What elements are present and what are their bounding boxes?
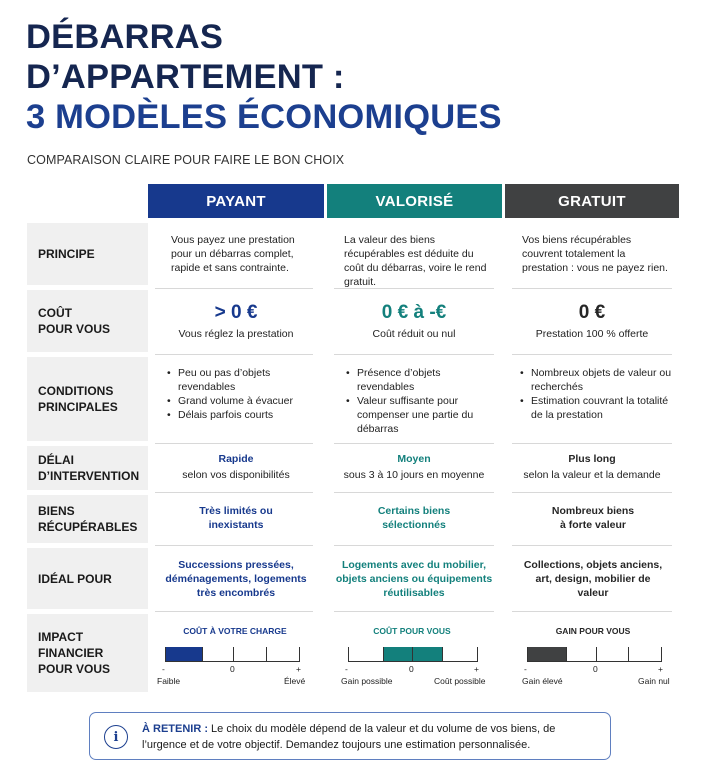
gauge-minus: - — [162, 664, 165, 674]
list-item: • Peu ou pas d’objets revendables — [167, 366, 317, 394]
row-label-biens: BIENS RÉCUPÉRABLES — [38, 504, 138, 534]
title-line-2: D’APPARTEMENT : — [26, 58, 345, 96]
row-label-conditions: CONDITIONS PRINCIPALES — [38, 384, 118, 414]
separator — [512, 354, 672, 355]
gauge-tick — [661, 647, 662, 662]
row-label-cout: COÛT POUR VOUS — [38, 306, 111, 336]
column-header-payant: PAYANT — [148, 184, 324, 218]
gauge-axis-valorise — [348, 661, 478, 662]
gauge-minus: - — [345, 664, 348, 674]
column-header-valorise: VALORISÉ — [327, 184, 502, 218]
separator — [512, 611, 672, 612]
cell-principe-payant: Vous payez une prestation pour un débarras complet, rapide et sans contrainte. — [171, 234, 295, 274]
delai-sub-valorise: sous 3 à 10 jours en moyenne — [343, 469, 485, 481]
gauge-tick — [477, 647, 478, 662]
gauge-minus: - — [524, 664, 527, 674]
delai-sub-gratuit: selon la valeur et la demande — [523, 469, 661, 481]
cell-ideal-gratuit: Collections, objets anciens, art, design, mobilier de valeur — [523, 559, 663, 599]
page-subtitle: COMPARAISON CLAIRE POUR FAIRE LE BON CHOIX — [27, 153, 345, 167]
separator — [334, 492, 494, 493]
cell-biens-valorise: Certains biens sélectionnés — [377, 505, 451, 531]
list-item: • Nombreux objets de valeur ou recherchés — [520, 366, 672, 394]
separator — [334, 354, 494, 355]
gauge-right-label: Gain nul — [638, 676, 670, 686]
cost-caption-valorise: Coût réduit ou nul — [372, 328, 456, 340]
separator — [334, 443, 494, 444]
gauge-left-label: Gain possible — [341, 676, 393, 686]
separator — [155, 492, 313, 493]
cell-delai-payant — [150, 452, 322, 482]
delai-sub-payant: selon vos disponibilités — [182, 469, 290, 481]
row-label-principe: PRINCIPE — [38, 247, 95, 261]
gauge-tick — [383, 647, 384, 662]
list-item: • Estimation couvrant la totalité de la prestation — [520, 394, 672, 422]
cell-cout-gratuit — [506, 302, 678, 341]
info-icon: i — [104, 725, 128, 749]
cell-conditions-valorise — [346, 366, 496, 436]
gauge-zero: 0 — [409, 664, 414, 674]
title-line-1: DÉBARRAS — [26, 18, 224, 56]
gauge-tick — [412, 647, 413, 662]
gauge-right-label: Coût possible — [434, 676, 486, 686]
cost-caption-payant: Vous réglez la prestation — [178, 328, 294, 340]
gauge-tick — [596, 647, 597, 662]
gauge-tick — [233, 647, 234, 662]
note-lead: À RETENIR : — [142, 723, 208, 735]
separator — [155, 443, 313, 444]
cost-value-gratuit: 0 € — [578, 302, 606, 323]
note-body: Le choix du modèle dépend de la valeur et du volume de vos biens, de l’urgence et de votre objectif. Demandez toujours une estimation personnalisée. — [142, 723, 556, 751]
cell-ideal-payant: Successions pressées, déménagements, logements très encombrés — [165, 559, 307, 599]
separator — [155, 545, 313, 546]
gauge-tick — [202, 647, 203, 662]
list-item: • Délais parfois courts — [167, 408, 317, 422]
cell-principe-valorise: La valeur des biens récupérables est déduite du coût du débarras, voire le rend gratuit. — [344, 234, 487, 288]
cell-biens-gratuit: Nombreux biens à forte valeur — [551, 505, 635, 531]
gauge-plus: + — [474, 664, 479, 674]
gauge-title-valorise: COÛT POUR VOUS — [373, 626, 451, 636]
gauge-tick — [442, 647, 443, 662]
separator — [512, 545, 672, 546]
gauge-fill-payant — [165, 647, 202, 661]
cell-ideal-valorise: Logements avec du mobilier, objets anciens ou équipements réutilisables — [335, 559, 493, 599]
separator — [512, 492, 672, 493]
separator — [334, 611, 494, 612]
column-header-gratuit: GRATUIT — [505, 184, 679, 218]
gauge-title-payant: COÛT À VOTRE CHARGE — [183, 626, 287, 636]
gauge-tick — [299, 647, 300, 662]
separator — [512, 288, 672, 289]
gauge-zero: 0 — [593, 664, 598, 674]
title-line-3: 3 MODÈLES ÉCONOMIQUES — [26, 98, 502, 136]
separator — [155, 354, 313, 355]
row-label-ideal: IDÉAL POUR — [38, 571, 112, 586]
gauge-plus: + — [658, 664, 663, 674]
cost-caption-gratuit: Prestation 100 % offerte — [535, 328, 649, 340]
separator — [155, 611, 313, 612]
cost-value-valorise: 0 € à -€ — [381, 302, 447, 323]
gauge-right-label: Élevé — [284, 676, 306, 686]
gauge-tick — [348, 647, 349, 662]
list-item: • Valeur suffisante pour compenser une partie du débarras — [346, 394, 496, 436]
cell-conditions-gratuit — [520, 366, 672, 422]
gauge-left-label: Gain élevé — [522, 676, 563, 686]
delai-head-valorise: Moyen — [397, 453, 431, 465]
delai-head-payant: Rapide — [218, 453, 254, 465]
gauge-tick — [628, 647, 629, 662]
cell-cout-payant — [150, 302, 322, 341]
cost-value-payant: > 0 € — [214, 302, 258, 323]
gauge-tick — [566, 647, 567, 662]
cell-biens-payant: Très limités ou inexistants — [199, 505, 273, 531]
page-title — [26, 17, 502, 137]
gauge-fill-gratuit — [527, 647, 566, 661]
gauge-plus: + — [296, 664, 301, 674]
row-label-impact: IMPACT FINANCIER POUR VOUS — [38, 630, 111, 676]
gauge-tick — [165, 647, 166, 662]
cell-delai-valorise — [328, 452, 500, 482]
cell-conditions-payant — [167, 366, 317, 422]
gauge-axis-gratuit — [527, 661, 662, 662]
separator — [512, 443, 672, 444]
cell-cout-valorise — [328, 302, 500, 341]
separator — [155, 288, 313, 289]
gauge-tick — [527, 647, 528, 662]
delai-head-gratuit: Plus long — [568, 453, 616, 465]
list-item: • Présence d’objets revendables — [346, 366, 496, 394]
cell-delai-gratuit — [506, 452, 678, 482]
gauge-zero: 0 — [230, 664, 235, 674]
note-box — [89, 712, 611, 760]
cell-principe-gratuit: Vos biens récupérables couvrent totalement la prestation : vous ne payez rien. — [522, 234, 668, 274]
gauge-title-gratuit: GAIN POUR VOUS — [555, 626, 631, 636]
row-label-delai: DÉLAI D’INTERVENTION — [38, 453, 140, 483]
list-item: • Grand volume à évacuer — [167, 394, 317, 408]
gauge-left-label: Faible — [157, 676, 181, 686]
gauge-tick — [266, 647, 267, 662]
note-text — [142, 721, 602, 753]
separator — [334, 545, 494, 546]
